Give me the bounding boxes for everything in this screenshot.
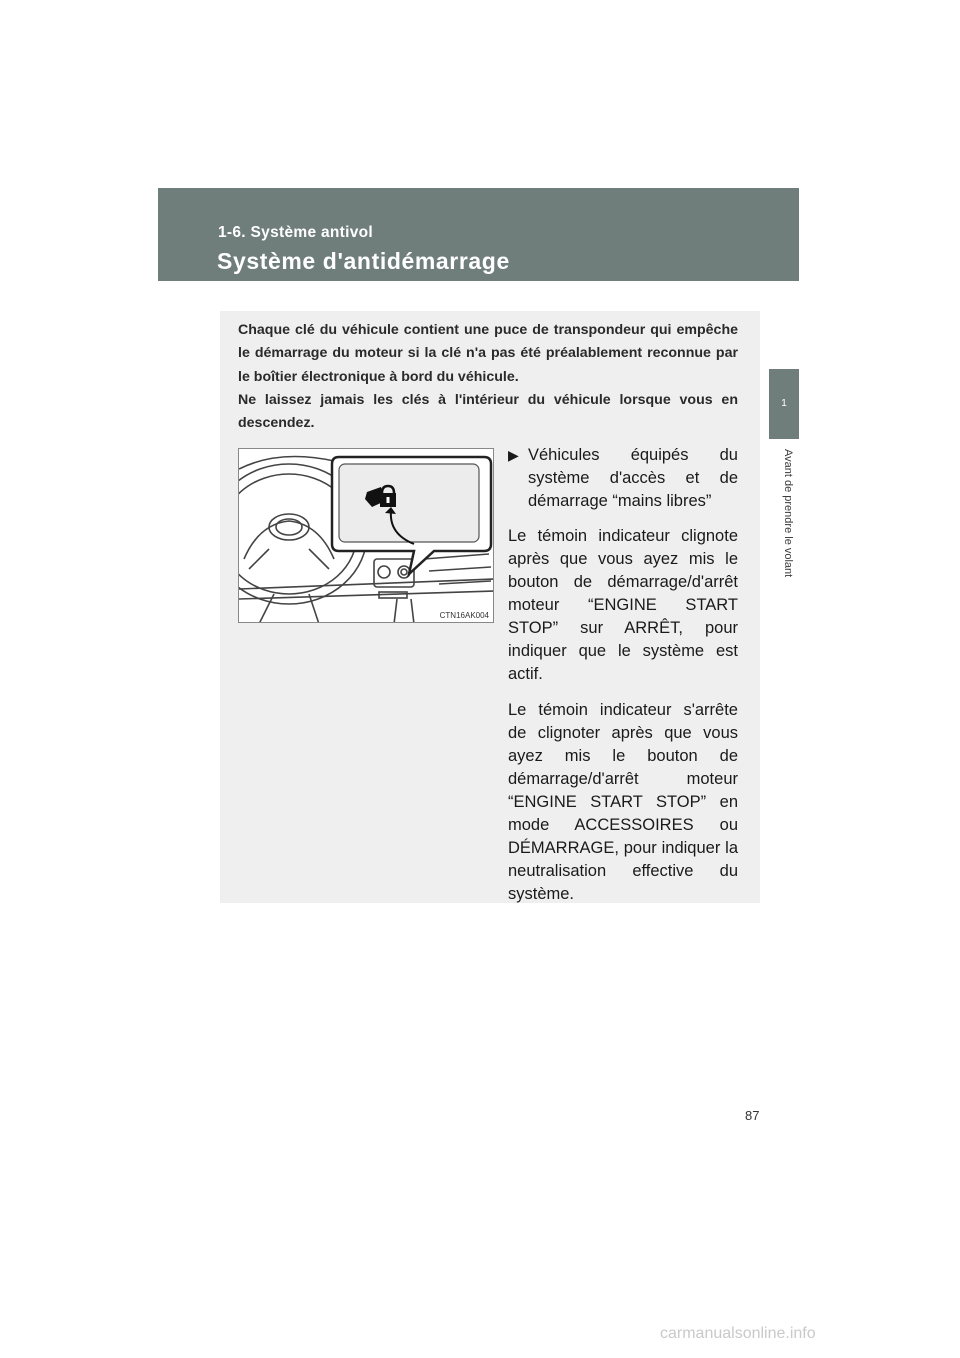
chapter-side-label: Avant de prendre le volant bbox=[782, 449, 794, 578]
dashboard-illustration bbox=[238, 448, 494, 623]
right-column bbox=[508, 444, 738, 906]
intro-text bbox=[238, 319, 738, 435]
section-label: 1-6. Système antivol bbox=[218, 224, 374, 241]
page-number: 87 bbox=[745, 1108, 760, 1123]
dashboard-drawing bbox=[239, 449, 494, 623]
vehicle-note-text: Véhicules équipés du système d'accès et de démarrage “mains libres” bbox=[528, 446, 738, 510]
body-paragraph-1: Le témoin indicateur clignote après que vous ayez mis le bouton de démarrage/d'arrêt moteur “ENGINE START STOP” sur ARRÊT, pour indiquer que le système est actif. bbox=[508, 527, 738, 683]
vehicle-note bbox=[508, 444, 738, 513]
page-title: Système d'antidémarrage bbox=[217, 248, 510, 274]
body-paragraph-2: Le témoin indicateur s'arrête de clignoter après que vous ayez mis le bouton de démarrage/d'arrêt moteur “ENGINE START STOP” en mode ACCESSOIRES ou DÉMARRAGE, pour indiquer la neutralisation effective du système. bbox=[508, 701, 738, 903]
content-box bbox=[220, 311, 760, 903]
watermark: carmanualsonline.info bbox=[660, 1325, 816, 1342]
intro-paragraph-2: Ne laissez jamais les clés à l'intérieur du véhicule lorsque vous en descendez. bbox=[238, 391, 738, 432]
triangle-arrow-icon: ▶ bbox=[508, 447, 519, 463]
illustration-code: CTN16AK004 bbox=[439, 611, 489, 620]
chapter-tab: 1 bbox=[769, 369, 799, 439]
header-band bbox=[158, 188, 799, 281]
intro-paragraph-1: Chaque clé du véhicule contient une puce de transpondeur qui empêche le démarrage du moteur si la clé n'a pas été préalablement reconnue par le boîtier électronique à bord du véhicule. bbox=[238, 322, 738, 385]
